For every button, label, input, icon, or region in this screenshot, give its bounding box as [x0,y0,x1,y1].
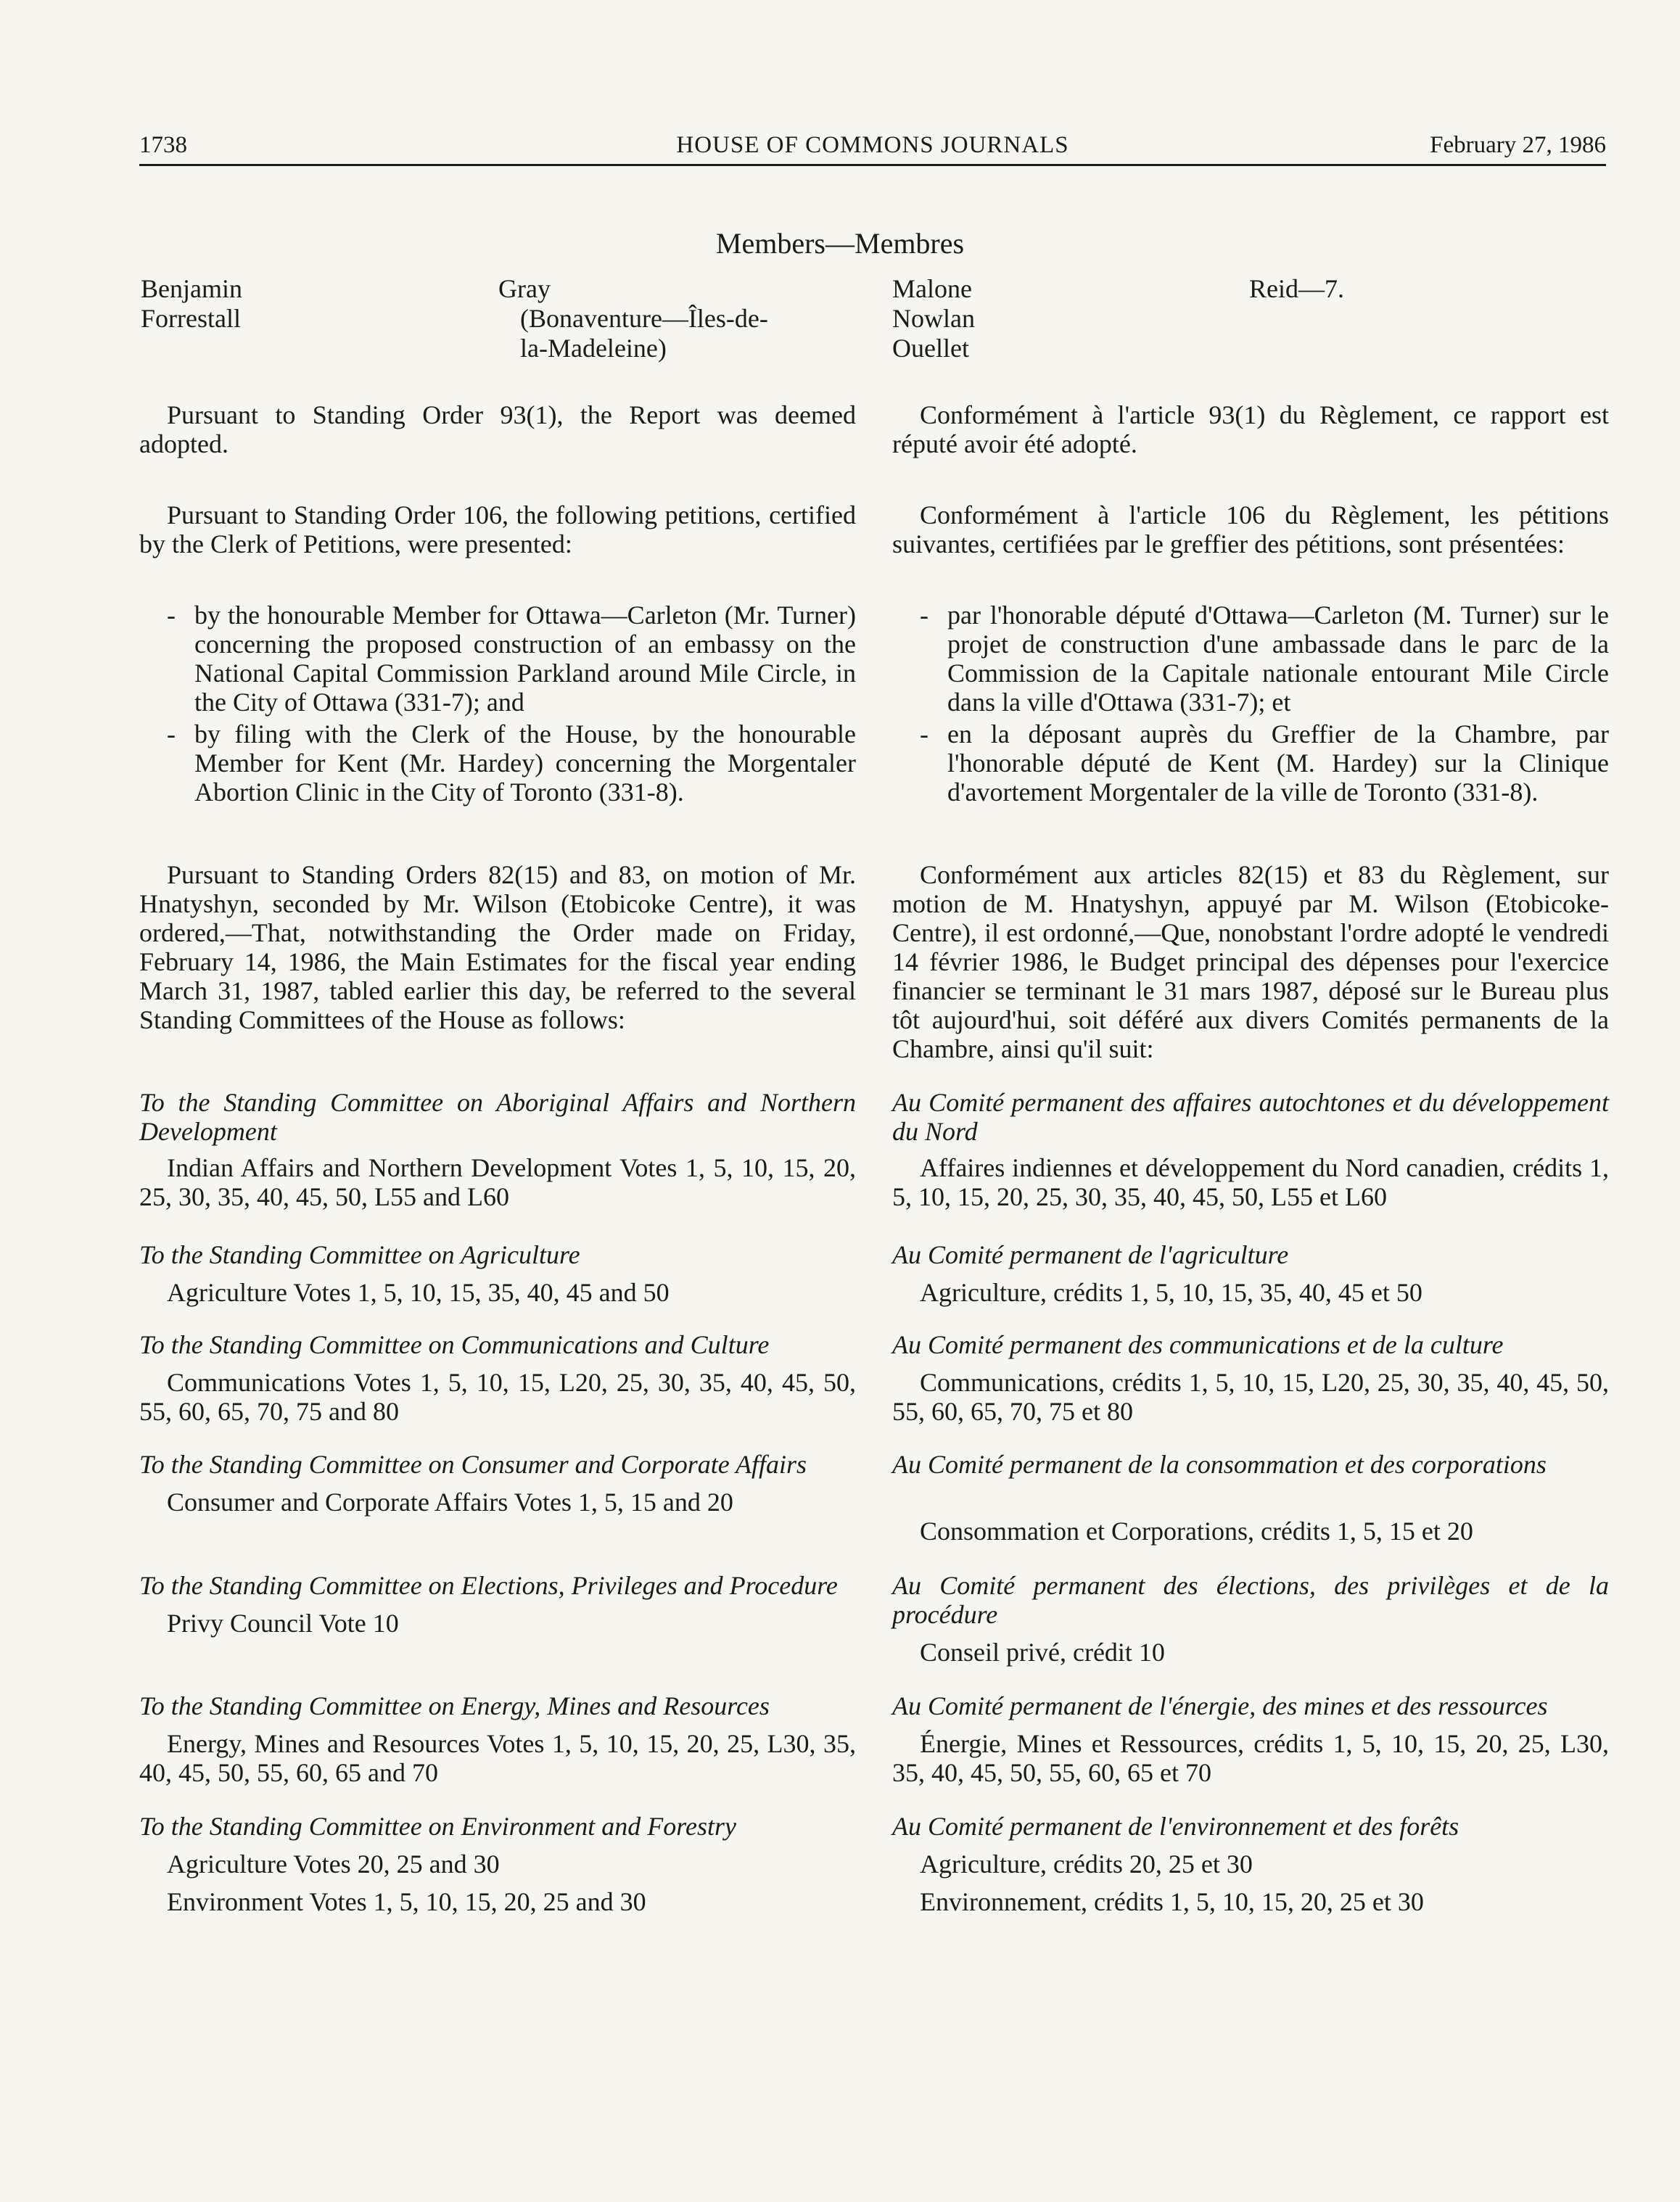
petition-item: - by filing with the Clerk of the House, by the honourable Member for Kent (Mr. Hardey) concerning the Morgentaler Abortion Clinic in the City of Toronto (331-8). [167,719,856,807]
member-name: Nowlan [892,304,975,333]
committee-votes: Indian Affairs and Northern Development Votes 1, 5, 10, 15, 20, 25, 30, 35, 40, 45, 50, L55 and L60 [139,1153,856,1211]
members-column-3 [892,274,975,363]
petitions-intro-fr: Conformément à l'article 106 du Règlement, les pétitions suivantes, certifiées par le greffier des pétitions, sont présentées: [892,500,1609,558]
committee-agriculture-fr [892,1240,1609,1307]
committee-votes: Consommation et Corporations, crédits 1, 5, 15 et 20 [920,1517,1473,1546]
committee-name: Au Comité permanent de l'énergie, des mines et des ressources [892,1691,1548,1720]
member-name: Forrestall [141,304,241,333]
committee-environment-fr [892,1812,1609,1916]
petition-item: - en la déposant auprès du Greffier de la Chambre, par l'honorable député de Kent (M. Hardey) sur la Clinique d'avortement Morgentaler de la ville de Toronto (331-8). [920,719,1609,807]
committee-environment-en [139,1812,856,1916]
committee-votes: Communications Votes 1, 5, 10, 15, L20, 25, 30, 35, 40, 45, 50, 55, 60, 65, 70, 75 and 80 [139,1368,856,1426]
committee-communications-fr [892,1330,1609,1426]
member-name: Ouellet [892,334,969,363]
committee-votes: Environnement, crédits 1, 5, 10, 15, 20, 25 et 30 [920,1887,1424,1916]
committee-votes: Affaires indiennes et développement du Nord canadien, crédits 1, 5, 10, 15, 20, 25, 30, 35, 40, 45, 50, L55 et L60 [892,1153,1609,1211]
committee-consumer-en [139,1450,856,1517]
committee-votes: Environment Votes 1, 5, 10, 15, 20, 25 and 30 [167,1887,646,1916]
committee-votes: Agriculture Votes 1, 5, 10, 15, 35, 40, 45 and 50 [167,1278,670,1307]
committee-name: Au Comité permanent de l'environnement et des forêts [892,1812,1459,1841]
committee-votes: Consumer and Corporate Affairs Votes 1, 5, 15 and 20 [167,1488,733,1517]
member-riding: la-Madeleine) [520,334,667,363]
committee-name: To the Standing Committee on Communications and Culture [139,1330,770,1359]
committee-energy-en [139,1691,856,1787]
committee-votes: Agriculture, crédits 20, 25 et 30 [920,1850,1253,1879]
committee-energy-fr [892,1691,1609,1787]
committee-votes: Agriculture, crédits 1, 5, 10, 15, 35, 40, 45 et 50 [920,1278,1422,1307]
page-header [139,126,1606,166]
committee-votes: Agriculture Votes 20, 25 and 30 [167,1850,500,1879]
members-heading: Members—Membres [715,227,965,260]
committee-aboriginal-fr [892,1088,1609,1211]
estimates-order-en: Pursuant to Standing Orders 82(15) and 83, on motion of Mr. Hnatyshyn, seconded by Mr. Wilson (Etobicoke Centre), it was ordered,—That, notwithstanding the Order made on Friday, February 14, 1986, the Main Estimates for the fiscal year ending March 31, 1987, tabled earlier this day, be referred to the several Standing Committees of the House as follows: [139,860,856,1034]
estimates-order-fr: Conformément aux articles 82(15) et 83 du Règlement, sur motion de M. Hnatyshyn, appuyé par M. Wilson (Etobicoke-Centre), il est ordonné,—Que, nonobstant l'ordre adopté le vendredi 14 février 1986, le Budget principal des dépenses pour l'exercice financier se terminant le 31 mars 1987, déposé sur le Bureau plus tôt aujourd'hui, soit déféré aux divers Comités permanents de la Chambre, ainsi qu'il suit: [892,860,1609,1063]
committee-name: To the Standing Committee on Elections, Privileges and Procedure [139,1571,838,1600]
petition-item: - par l'honorable député d'Ottawa—Carleton (M. Turner) sur le projet de construction d'une ambassade dans le parc de la Commission de la Capitale nationale entourant Mile Circle dans la ville d'Ottawa (331-7); et [920,601,1609,717]
committee-name: Au Comité permanent de la consommation et des corporations [892,1450,1547,1479]
members-column-1 [141,274,242,334]
page-number: 1738 [139,132,187,158]
member-riding: (Bonaventure—Îles-de- [520,304,768,333]
committee-name: Au Comité permanent des élections, des privilèges et de la procédure [892,1571,1609,1629]
report-adopted-en: Pursuant to Standing Order 93(1), the Report was deemed adopted. [139,400,856,458]
members-column-2 [498,274,768,363]
committee-elections-fr [892,1571,1609,1667]
committee-votes: Energy, Mines and Resources Votes 1, 5, 10, 15, 20, 25, L30, 35, 40, 45, 50, 55, 60, 65 and 70 [139,1729,856,1787]
committee-name: To the Standing Committee on Consumer and Corporate Affairs [139,1450,807,1479]
petitions-list-en [139,601,856,809]
committee-name: Au Comité permanent de l'agriculture [892,1240,1289,1269]
committee-name: To the Standing Committee on Energy, Mines and Resources [139,1691,770,1720]
petitions-list-fr [892,601,1609,809]
journal-title: HOUSE OF COMMONS JOURNALS [676,132,1069,158]
committee-aboriginal-en [139,1088,856,1211]
committee-votes: Privy Council Vote 10 [167,1609,399,1638]
petition-item: - by the honourable Member for Ottawa—Carleton (Mr. Turner) concerning the proposed construction of an embassy on the National Capital Commission Parkland around Mile Circle, in the City of Ottawa (331-7); and [167,601,856,717]
member-name: Benjamin [141,274,242,303]
petitions-intro-en: Pursuant to Standing Order 106, the following petitions, certified by the Clerk of Petitions, were presented: [139,500,856,558]
committee-agriculture-en [139,1240,856,1307]
members-column-4 [1249,274,1344,304]
member-name: Reid—7. [1249,274,1344,303]
committee-communications-en [139,1330,856,1426]
committee-elections-en [139,1571,856,1638]
committee-votes: Communications, crédits 1, 5, 10, 15, L20, 25, 30, 35, 40, 45, 50, 55, 60, 65, 70, 75 et 80 [892,1368,1609,1426]
committee-name: Au Comité permanent des communications et de la culture [892,1330,1504,1359]
committee-consumer-fr [892,1450,1609,1546]
page-date: February 27, 1986 [1430,132,1606,158]
committee-name: To the Standing Committee on Environment and Forestry [139,1812,736,1841]
member-name: Gray [498,274,551,303]
member-name: Malone [892,274,972,303]
committee-votes: Conseil privé, crédit 10 [920,1638,1165,1667]
committee-name: To the Standing Committee on Agriculture [139,1240,580,1269]
report-adopted-fr: Conformément à l'article 93(1) du Règlement, ce rapport est réputé avoir été adopté. [892,400,1609,458]
committee-votes: Énergie, Mines et Ressources, crédits 1, 5, 10, 15, 20, 25, L30, 35, 40, 45, 50, 55, 60, 65 et 70 [892,1729,1609,1787]
committee-name: Au Comité permanent des affaires autochtones et du développement du Nord [892,1088,1609,1146]
committee-name: To the Standing Committee on Aboriginal Affairs and Northern Development [139,1088,856,1146]
